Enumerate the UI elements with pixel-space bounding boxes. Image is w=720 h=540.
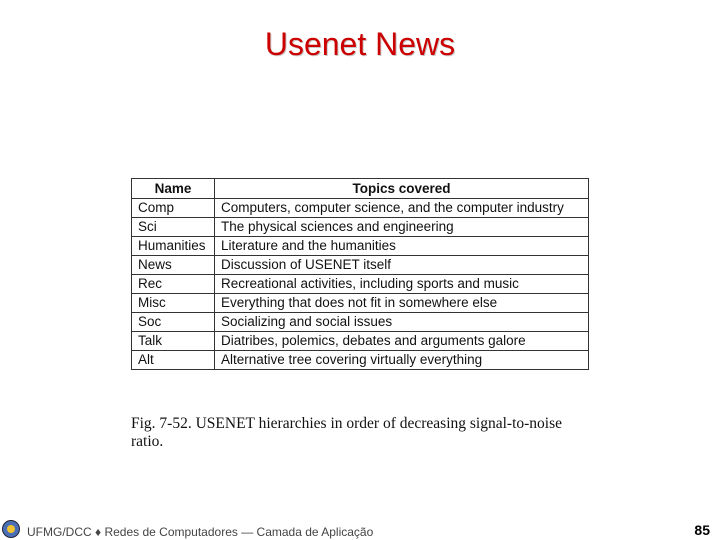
topics-cell: The physical sciences and engineering xyxy=(215,218,589,237)
page-number: 85 xyxy=(694,522,710,538)
topics-cell: Socializing and social issues xyxy=(215,313,589,332)
table-header-row xyxy=(132,179,589,199)
table-row xyxy=(132,332,589,351)
hierarchy-name-cell: Alt xyxy=(132,351,215,370)
table-row xyxy=(132,275,589,294)
topics-cell: Recreational activities, including sports and music xyxy=(215,275,589,294)
university-seal-icon xyxy=(2,520,20,538)
topics-cell: Diatribes, polemics, debates and arguments galore xyxy=(215,332,589,351)
hierarchy-name-cell: Talk xyxy=(132,332,215,351)
table-row xyxy=(132,256,589,275)
topics-cell: Literature and the humanities xyxy=(215,237,589,256)
table-row xyxy=(132,313,589,332)
hierarchy-name-cell: Misc xyxy=(132,294,215,313)
topics-cell: Computers, computer science, and the computer industry xyxy=(215,199,589,218)
topics-cell: Discussion of USENET itself xyxy=(215,256,589,275)
hierarchy-name-cell: Sci xyxy=(132,218,215,237)
hierarchy-name-cell: Humanities xyxy=(132,237,215,256)
table-row xyxy=(132,294,589,313)
table-row xyxy=(132,351,589,370)
figure-caption: Fig. 7-52. USENET hierarchies in order of decreasing signal-to-noise ratio. xyxy=(131,415,563,450)
table-row xyxy=(132,199,589,218)
hierarchy-table xyxy=(131,178,589,370)
hierarchy-name-cell: Rec xyxy=(132,275,215,294)
hierarchy-name-cell: Comp xyxy=(132,199,215,218)
topics-cell: Everything that does not fit in somewhere else xyxy=(215,294,589,313)
slide-title: Usenet News xyxy=(264,26,456,62)
table-row xyxy=(132,237,589,256)
table-row xyxy=(132,218,589,237)
usenet-hierarchy-figure xyxy=(131,178,589,380)
topics-cell: Alternative tree covering virtually everything xyxy=(215,351,589,370)
header-name: Name xyxy=(132,179,215,199)
footer-text: UFMG/DCC ♦ Redes de Computadores — Camada de Aplicação xyxy=(27,525,374,539)
hierarchy-name-cell: News xyxy=(132,256,215,275)
table-body xyxy=(132,199,589,370)
header-topics: Topics covered xyxy=(215,179,589,199)
hierarchy-name-cell: Soc xyxy=(132,313,215,332)
